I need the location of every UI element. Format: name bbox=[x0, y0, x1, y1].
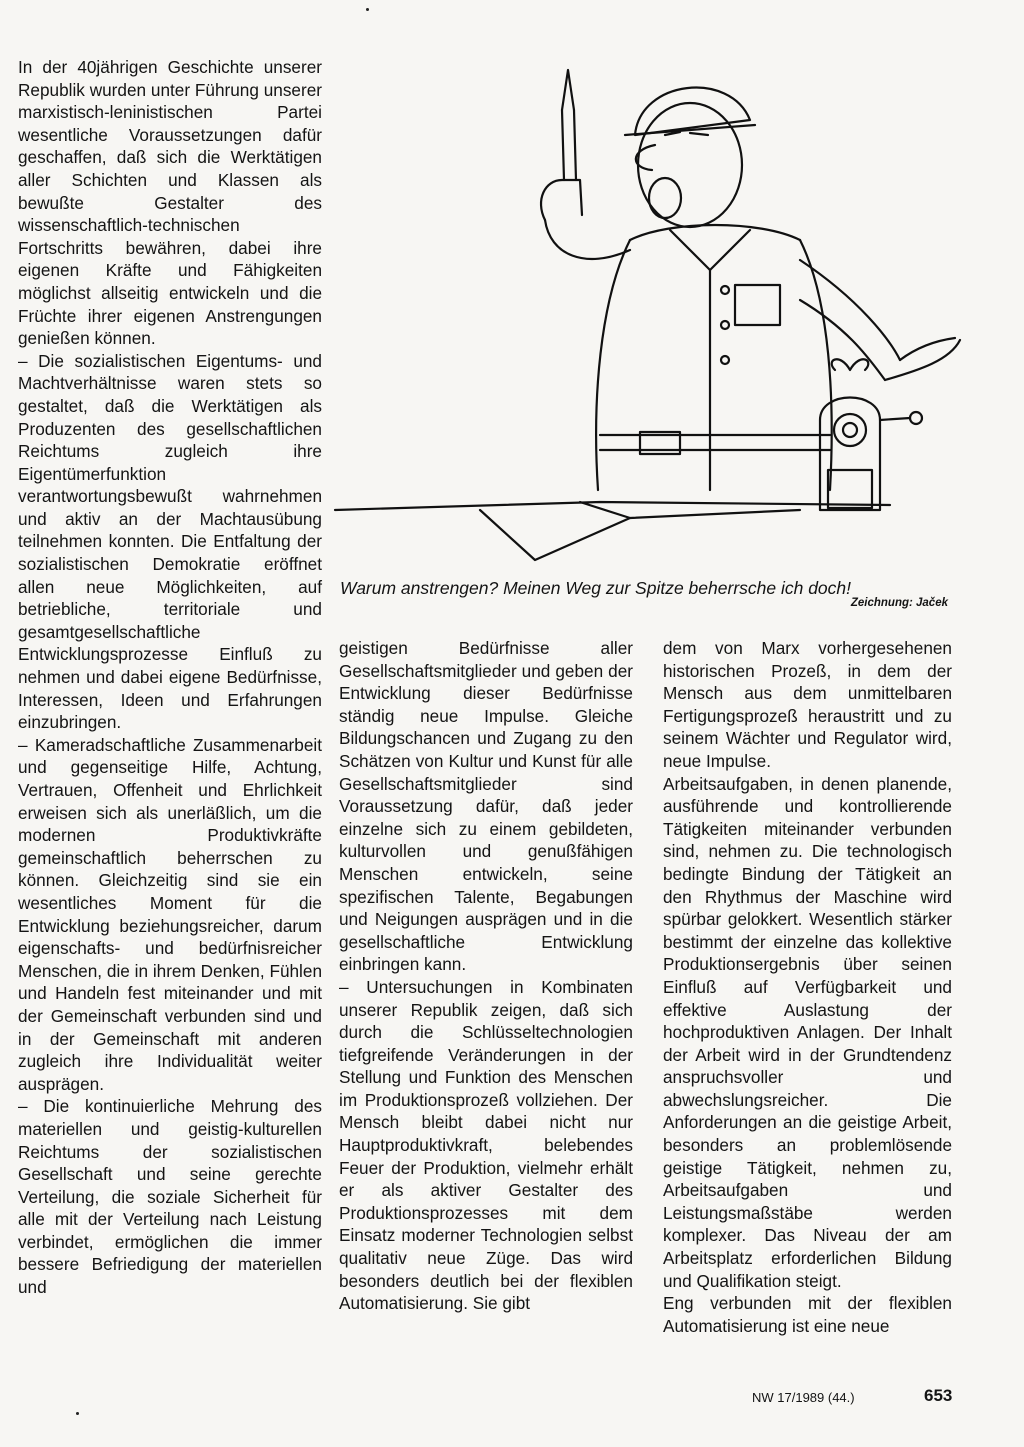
article-column-2 bbox=[339, 637, 633, 1315]
paragraph: – Kameradschaftliche Zusammenarbeit und gegenseitige Hilfe, Achtung, Vertrauen, Offenheit und Ehrlichkeit erweisen sich als unerläßlich, um die modernen Produktivkräfte gemeinschaftlich beherrschen zu können. Gleichzeitig sind sie ein wesentliches Moment für die Entwicklung beziehungsreicher, darum eigenschafts- und bedürfnisreicher Menschen, die in ihrem Denken, Fühlen und Handeln fest miteinander und mit der Gemeinschaft verbunden sind und in der Gemeinschaft mit anderen zugleich ihre Individualität weiter ausprägen. bbox=[18, 734, 322, 1094]
paragraph: Eng verbunden mit der flexiblen Automatisierung ist eine neue bbox=[663, 1293, 952, 1336]
paragraph: dem von Marx vorhergesehenen historischen Prozeß, in dem der Mensch aus dem unmittelbaren Fertigungsprozeß heraustritt und zu seinem Wächter und Regulator wird, neue Impulse. bbox=[663, 638, 952, 771]
print-speck bbox=[76, 1412, 79, 1415]
paragraph: – Die sozialistischen Eigentums- und Machtverhältnisse waren stets so gestaltet, daß die Werktätigen als Produzenten des gesellschaftlichen Reichtums zugleich ihre Eigentümerfunktion verantwortungsbewußt wahrnehmen und aktiv an der Machtausübung teilnehmen konnten. Die Entfaltung der sozialistischen Demokratie eröffnet allen neue Möglichkeiten, auf betriebliche, territoriale und gesamtgesellschaftliche Entwicklungsprozesse Einfluß zu nehmen und dabei eigene Bedürfnisse, Interessen, Ideen und Erfahrungen einzubringen. bbox=[18, 350, 322, 733]
paragraph: – Die kontinuierliche Mehrung des materiellen und geistig-kulturellen Reichtums der sozialistischen Gesellschaft und seine gerechte Verteilung, die soziale Sicherheit für alle mit der Verteilung nach Leistung verbindet, ermöglichen die immer bessere Befriedigung der materiellen und bbox=[18, 1096, 322, 1298]
figure-credit: Zeichnung: Jaček bbox=[850, 597, 948, 609]
figure-caption: Warum anstrengen? Meinen Weg zur Spitze beherrsche ich doch! bbox=[340, 578, 852, 598]
paragraph: In der 40jährigen Geschichte unserer Republik wurden unter Führung unserer marxistisch-leninistischen Partei wesentliche Voraussetzungen dafür geschaffen, daß sich die Werktätigen aller Schichten und Klassen als bewußte Gestalter des wissenschaftlich-technischen Fortschritts bewähren, dabei ihre eigenen Kräfte und Fähigkeiten möglichst allseitig entwickeln und die Früchte ihrer eigenen Anstrengungen genießen können. bbox=[18, 57, 322, 349]
article-column-1 bbox=[18, 56, 322, 1299]
print-speck bbox=[366, 8, 369, 11]
paragraph: – Untersuchungen in Kombinaten unserer Republik zeigen, daß sich durch die Schlüsseltechnologien tiefgreifende Veränderungen in der Stellung und Funktion des Menschen im Produktionsprozeß vollziehen. Der Mensch bleibt dabei nicht nur Hauptproduktivkraft, belebendes Feuer der Produktion, vielmehr erhält er als aktiver Gestalter des Produktionsprozesses mit dem Einsatz moderner Technologien selbst qualitativ neue Züge. Das wird besonders deutlich bei der flexiblen Automatisierung. Sie gibt bbox=[339, 976, 633, 1314]
paragraph: geistigen Bedürfnisse aller Gesellschaftsmitglieder und geben der Entwicklung dieser Bedürfnisse ständig neue Impulse. Gleiche Bildungschancen und Zugang zu den Schätzen von Kultur und Kunst für alle Gesellschaftsmitglieder sind Voraussetzung dafür, daß jeder einzelne sich zu einem gebildeten, kulturvollen und genußfähigen Menschen entwickeln, seine spezifischen Talente, Begabungen und Neigungen ausprägen und in die gesellschaftliche Entwicklung einbringen kann. bbox=[339, 638, 633, 975]
cartoon-illustration bbox=[330, 40, 970, 580]
article-column-3 bbox=[663, 637, 952, 1337]
page-number: 653 bbox=[924, 1386, 953, 1405]
issue-reference: NW 17/1989 (44.) bbox=[752, 1390, 855, 1405]
paragraph: Arbeitsaufgaben, in denen planende, ausführende und kontrollierende Tätigkeiten miteinander verbunden sind, nehmen zu. Die technologisch bedingte Bindung der Tätigkeit an den Rhythmus der Maschine wird spürbar gelokkert. Wesentlich stärker bestimmt der einzelne das kollektive Produktionsergebnis über seinen Einfluß auf Verfügbarkeit und effektive Auslastung der hochproduktiven Anlagen. Der Inhalt der Arbeit wird in der Grundtendenz anspruchsvoller und abwechslungsreicher. Die Anforderungen an die geistige Arbeit, besonders an problemlösende geistige Tätigkeit, nehmen zu, Arbeitsaufgaben und Leistungsmaßstäbe werden komplexer. Das Niveau der am Arbeitsplatz erforderlichen Bildung und Qualifikation steigt. bbox=[663, 773, 952, 1291]
